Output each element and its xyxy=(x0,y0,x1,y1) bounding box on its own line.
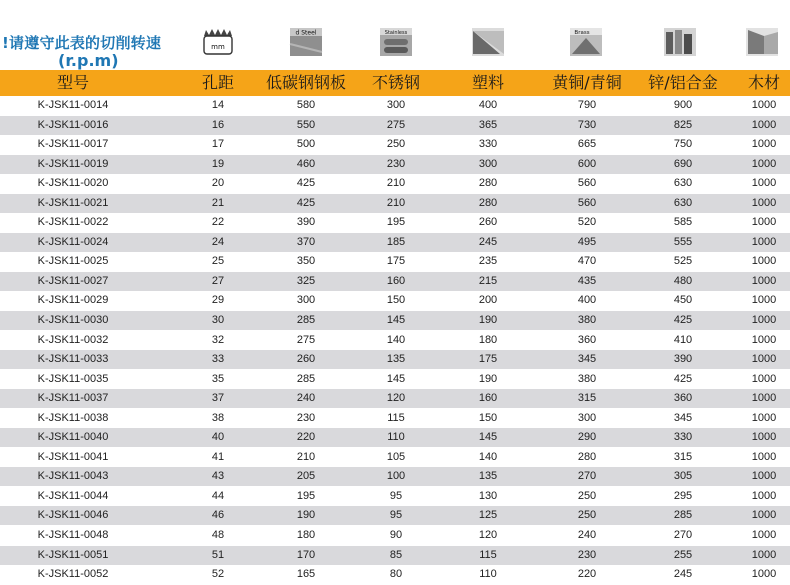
cell-wood: 1000 xyxy=(751,157,777,170)
col-header-wood: 木材 xyxy=(747,73,781,92)
cell-wood: 1000 xyxy=(751,138,777,151)
cell-wood: 1000 xyxy=(751,548,777,561)
cell-stainless: 150 xyxy=(386,294,406,307)
cell-wood: 1000 xyxy=(751,450,777,463)
cell-plastic: 280 xyxy=(478,177,498,190)
cell-plastic: 180 xyxy=(478,333,498,346)
table-row xyxy=(0,546,790,566)
cell-mild-steel: 195 xyxy=(296,489,316,502)
cell-wood: 1000 xyxy=(751,216,777,229)
table-row xyxy=(0,174,790,194)
cell-brass: 665 xyxy=(577,138,597,151)
cell-hole: 24 xyxy=(211,235,225,248)
cell-hole: 44 xyxy=(211,489,225,502)
cell-mild-steel: 500 xyxy=(296,138,316,151)
cell-brass: 345 xyxy=(577,353,597,366)
cell-wood: 1000 xyxy=(751,353,777,366)
cell-zinc-alu: 315 xyxy=(673,450,693,463)
cell-wood: 1000 xyxy=(751,372,777,385)
svg-text:mm: mm xyxy=(211,43,225,51)
cell-model: K-JSK11-0016 xyxy=(37,118,109,131)
cell-brass: 290 xyxy=(577,431,597,444)
cell-model: K-JSK11-0022 xyxy=(37,216,109,229)
cell-hole: 30 xyxy=(211,314,225,327)
table-title xyxy=(0,0,200,74)
cell-plastic: 330 xyxy=(478,138,498,151)
cell-stainless: 120 xyxy=(386,392,406,405)
cell-stainless: 115 xyxy=(387,411,405,424)
cell-stainless: 275 xyxy=(386,118,406,131)
cell-mild-steel: 300 xyxy=(296,294,316,307)
cell-stainless: 140 xyxy=(386,333,406,346)
cell-model: K-JSK11-0041 xyxy=(37,450,109,463)
cell-brass: 300 xyxy=(577,411,597,424)
cell-wood: 1000 xyxy=(751,294,777,307)
table-row xyxy=(0,252,790,272)
cell-hole: 33 xyxy=(211,353,225,366)
svg-text:Stainless: Stainless xyxy=(384,30,408,36)
cell-wood: 1000 xyxy=(751,196,777,209)
cell-zinc-alu: 555 xyxy=(673,235,693,248)
cell-brass: 280 xyxy=(577,450,597,463)
cell-hole: 19 xyxy=(211,157,225,170)
cell-hole: 35 xyxy=(211,372,225,385)
cell-plastic: 135 xyxy=(478,470,498,483)
cell-mild-steel: 285 xyxy=(296,314,316,327)
cell-mild-steel: 350 xyxy=(296,255,316,268)
cell-brass: 270 xyxy=(577,470,597,483)
cell-stainless: 175 xyxy=(386,255,406,268)
cell-hole: 20 xyxy=(211,177,225,190)
cell-model: K-JSK11-0046 xyxy=(37,509,109,522)
cell-plastic: 130 xyxy=(478,489,498,502)
cell-mild-steel: 260 xyxy=(296,353,316,366)
cell-zinc-alu: 630 xyxy=(673,196,693,209)
cell-brass: 435 xyxy=(577,274,597,287)
svg-text:Brass: Brass xyxy=(574,30,590,36)
cell-plastic: 115 xyxy=(479,548,497,561)
cell-plastic: 110 xyxy=(479,568,497,581)
table-row xyxy=(0,233,790,253)
cell-stainless: 250 xyxy=(386,138,406,151)
steel-plate-icon xyxy=(288,26,324,58)
table-row xyxy=(0,428,790,448)
cell-hole: 17 xyxy=(211,138,225,151)
cell-zinc-alu: 425 xyxy=(673,372,693,385)
cell-zinc-alu: 345 xyxy=(673,411,693,424)
cell-plastic: 215 xyxy=(478,274,498,287)
cell-mild-steel: 370 xyxy=(296,235,316,248)
cell-stainless: 95 xyxy=(389,509,403,522)
cell-plastic: 150 xyxy=(478,411,498,424)
cell-zinc-alu: 750 xyxy=(673,138,693,151)
cell-hole: 40 xyxy=(211,431,225,444)
cell-stainless: 80 xyxy=(389,568,403,581)
table-row xyxy=(0,350,790,370)
cell-model: K-JSK11-0051 xyxy=(37,548,109,561)
cell-brass: 250 xyxy=(577,489,597,502)
cell-brass: 250 xyxy=(577,509,597,522)
cell-model: K-JSK11-0030 xyxy=(37,314,109,327)
cell-wood: 1000 xyxy=(751,99,777,111)
plastic-block-icon xyxy=(470,26,506,58)
table-row xyxy=(0,135,790,155)
cell-stainless: 210 xyxy=(386,177,406,190)
cell-plastic: 175 xyxy=(478,353,498,366)
table-row xyxy=(0,213,790,233)
table-row xyxy=(0,526,790,546)
cell-plastic: 145 xyxy=(478,431,498,444)
cell-model: K-JSK11-0014 xyxy=(37,99,109,111)
cell-stainless: 95 xyxy=(389,489,403,502)
cell-brass: 380 xyxy=(577,314,597,327)
cell-zinc-alu: 360 xyxy=(673,392,693,405)
col-header-hole: 孔距 xyxy=(201,73,235,92)
cell-mild-steel: 190 xyxy=(296,509,316,522)
cell-mild-steel: 550 xyxy=(296,118,316,131)
cell-plastic: 190 xyxy=(478,314,498,327)
cell-plastic: 125 xyxy=(478,509,498,522)
cell-plastic: 190 xyxy=(478,372,498,385)
cell-hole: 16 xyxy=(211,118,225,131)
cell-zinc-alu: 480 xyxy=(673,274,693,287)
cell-zinc-alu: 410 xyxy=(673,333,693,346)
cell-brass: 730 xyxy=(577,118,597,131)
cell-model: K-JSK11-0038 xyxy=(37,411,109,424)
cell-brass: 790 xyxy=(577,99,597,111)
cell-mild-steel: 220 xyxy=(296,431,316,444)
cell-wood: 1000 xyxy=(751,177,777,190)
cell-wood: 1000 xyxy=(751,255,777,268)
cell-plastic: 365 xyxy=(478,118,498,131)
cell-plastic: 235 xyxy=(478,255,498,268)
cell-zinc-alu: 525 xyxy=(673,255,693,268)
cell-model: K-JSK11-0035 xyxy=(37,372,109,385)
cell-brass: 220 xyxy=(577,568,597,581)
cell-zinc-alu: 245 xyxy=(673,568,693,581)
cell-model: K-JSK11-0027 xyxy=(37,274,109,287)
table-row xyxy=(0,487,790,507)
table-row xyxy=(0,506,790,526)
cell-model: K-JSK11-0033 xyxy=(37,353,109,366)
cell-model: K-JSK11-0024 xyxy=(37,235,109,248)
cell-brass: 230 xyxy=(577,548,597,561)
cell-hole: 25 xyxy=(211,255,225,268)
cell-wood: 1000 xyxy=(751,274,777,287)
table-row xyxy=(0,311,790,331)
cell-hole: 22 xyxy=(211,216,225,229)
cell-wood: 1000 xyxy=(751,411,777,424)
cell-zinc-alu: 690 xyxy=(673,157,693,170)
table-body xyxy=(0,96,790,585)
cell-stainless: 185 xyxy=(386,235,406,248)
cell-stainless: 145 xyxy=(386,314,406,327)
cell-zinc-alu: 270 xyxy=(673,529,693,542)
col-header-brass: 黄铜/青铜 xyxy=(552,73,622,92)
table-row xyxy=(0,448,790,468)
cell-model: K-JSK11-0019 xyxy=(37,157,109,170)
cell-stainless: 230 xyxy=(386,157,406,170)
cell-model: K-JSK11-0025 xyxy=(37,255,109,268)
cell-model: K-JSK11-0044 xyxy=(37,489,109,502)
cell-plastic: 120 xyxy=(478,529,498,542)
aluminum-profile-icon xyxy=(662,26,698,58)
cell-plastic: 200 xyxy=(478,294,498,307)
cell-mild-steel: 425 xyxy=(296,196,316,209)
cell-wood: 1000 xyxy=(751,235,777,248)
table-row xyxy=(0,409,790,429)
table-row xyxy=(0,331,790,351)
cell-plastic: 400 xyxy=(478,99,498,111)
cell-stainless: 105 xyxy=(386,450,406,463)
cell-stainless: 100 xyxy=(386,470,406,483)
cell-mild-steel: 460 xyxy=(296,157,316,170)
cell-stainless: 135 xyxy=(386,353,406,366)
cell-brass: 560 xyxy=(577,196,597,209)
cell-brass: 360 xyxy=(577,333,597,346)
cell-hole: 51 xyxy=(211,548,225,561)
cell-wood: 1000 xyxy=(751,314,777,327)
cell-wood: 1000 xyxy=(751,529,777,542)
cell-mild-steel: 580 xyxy=(296,99,316,111)
cell-plastic: 300 xyxy=(478,157,498,170)
cell-model: K-JSK11-0017 xyxy=(37,138,109,151)
cell-zinc-alu: 450 xyxy=(673,294,693,307)
col-header-stainless: 不锈钢 xyxy=(371,73,421,92)
cell-model: K-JSK11-0037 xyxy=(37,392,109,405)
cell-model: K-JSK11-0052 xyxy=(37,568,109,581)
cell-mild-steel: 180 xyxy=(296,529,316,542)
cell-zinc-alu: 585 xyxy=(673,216,693,229)
cell-wood: 1000 xyxy=(751,489,777,502)
svg-text:d Steel: d Steel xyxy=(295,29,317,37)
cell-model: K-JSK11-0021 xyxy=(37,196,109,209)
cell-zinc-alu: 285 xyxy=(673,509,693,522)
wood-block-icon xyxy=(744,26,780,58)
cell-wood: 1000 xyxy=(751,568,777,581)
cell-mild-steel: 205 xyxy=(296,470,316,483)
cell-model: K-JSK11-0032 xyxy=(37,333,109,346)
cell-plastic: 280 xyxy=(478,196,498,209)
table-row xyxy=(0,155,790,175)
table-header-row xyxy=(0,70,790,96)
cell-plastic: 140 xyxy=(478,450,498,463)
cell-hole: 21 xyxy=(211,196,225,209)
cell-zinc-alu: 295 xyxy=(673,489,693,502)
cell-hole: 38 xyxy=(211,411,225,424)
table-row xyxy=(0,194,790,214)
cell-stainless: 195 xyxy=(386,216,406,229)
cell-mild-steel: 275 xyxy=(296,333,316,346)
cell-brass: 400 xyxy=(577,294,597,307)
cell-mild-steel: 170 xyxy=(296,548,316,561)
table-row xyxy=(0,272,790,292)
cell-hole: 14 xyxy=(211,99,225,111)
table-row xyxy=(0,389,790,409)
cell-wood: 1000 xyxy=(751,431,777,444)
cell-plastic: 260 xyxy=(478,216,498,229)
cell-zinc-alu: 255 xyxy=(673,548,693,561)
col-header-plastic: 塑料 xyxy=(471,73,505,92)
cell-mild-steel: 230 xyxy=(296,411,316,424)
cell-hole: 52 xyxy=(211,568,225,581)
table-row xyxy=(0,116,790,136)
cell-hole: 27 xyxy=(211,274,225,287)
title-line-2: (r.p.m) xyxy=(58,51,119,70)
cell-wood: 1000 xyxy=(751,509,777,522)
cell-hole: 41 xyxy=(211,450,225,463)
cell-hole: 46 xyxy=(211,509,225,522)
brass-block-icon xyxy=(568,26,604,58)
cell-mild-steel: 210 xyxy=(296,450,316,463)
table-row xyxy=(0,565,790,585)
cell-stainless: 145 xyxy=(386,372,406,385)
stainless-tube-icon xyxy=(378,26,414,58)
cell-stainless: 160 xyxy=(386,274,406,287)
cell-plastic: 245 xyxy=(478,235,498,248)
cell-stainless: 90 xyxy=(389,529,403,542)
cell-wood: 1000 xyxy=(751,470,777,483)
cell-zinc-alu: 305 xyxy=(673,470,693,483)
cell-mild-steel: 390 xyxy=(296,216,316,229)
table-row xyxy=(0,467,790,487)
cell-hole: 48 xyxy=(211,529,225,542)
cell-zinc-alu: 330 xyxy=(673,431,693,444)
cell-stainless: 110 xyxy=(387,431,405,444)
cell-mild-steel: 325 xyxy=(296,274,316,287)
cell-brass: 495 xyxy=(577,235,597,248)
cell-brass: 380 xyxy=(577,372,597,385)
cell-zinc-alu: 390 xyxy=(673,353,693,366)
cell-brass: 315 xyxy=(577,392,597,405)
cell-wood: 1000 xyxy=(751,392,777,405)
col-header-mild-steel: 低碳钢钢板 xyxy=(265,73,347,92)
cell-model: K-JSK11-0048 xyxy=(37,529,109,542)
col-header-model: 型号 xyxy=(56,73,90,92)
cell-wood: 1000 xyxy=(751,118,777,131)
cell-model: K-JSK11-0040 xyxy=(37,431,109,444)
cell-brass: 560 xyxy=(577,177,597,190)
cell-stainless: 300 xyxy=(386,99,406,111)
cell-hole: 37 xyxy=(211,392,225,405)
cell-zinc-alu: 630 xyxy=(673,177,693,190)
holesaw-mm-icon xyxy=(200,26,236,58)
cell-brass: 470 xyxy=(577,255,597,268)
cell-wood: 1000 xyxy=(751,333,777,346)
cell-model: K-JSK11-0043 xyxy=(37,470,109,483)
cell-hole: 32 xyxy=(211,333,225,346)
cell-zinc-alu: 425 xyxy=(673,314,693,327)
cell-stainless: 210 xyxy=(386,196,406,209)
cell-zinc-alu: 900 xyxy=(673,99,693,111)
col-header-zinc-alu: 锌/铝合金 xyxy=(648,73,718,92)
cell-brass: 520 xyxy=(577,216,597,229)
cell-zinc-alu: 825 xyxy=(673,118,693,131)
cell-plastic: 160 xyxy=(478,392,498,405)
cell-mild-steel: 240 xyxy=(296,392,316,405)
cell-mild-steel: 425 xyxy=(296,177,316,190)
cell-brass: 600 xyxy=(577,157,597,170)
cell-model: K-JSK11-0020 xyxy=(37,177,109,190)
table-row xyxy=(0,370,790,390)
title-line-1: !请遵守此表的切削转速 xyxy=(2,34,162,52)
cell-hole: 29 xyxy=(211,294,225,307)
cell-hole: 43 xyxy=(211,470,225,483)
table-row xyxy=(0,291,790,311)
cell-model: K-JSK11-0029 xyxy=(37,294,109,307)
cell-mild-steel: 285 xyxy=(296,372,316,385)
cell-brass: 240 xyxy=(577,529,597,542)
cell-stainless: 85 xyxy=(389,548,403,561)
table-row xyxy=(0,96,790,116)
cell-mild-steel: 165 xyxy=(296,568,316,581)
